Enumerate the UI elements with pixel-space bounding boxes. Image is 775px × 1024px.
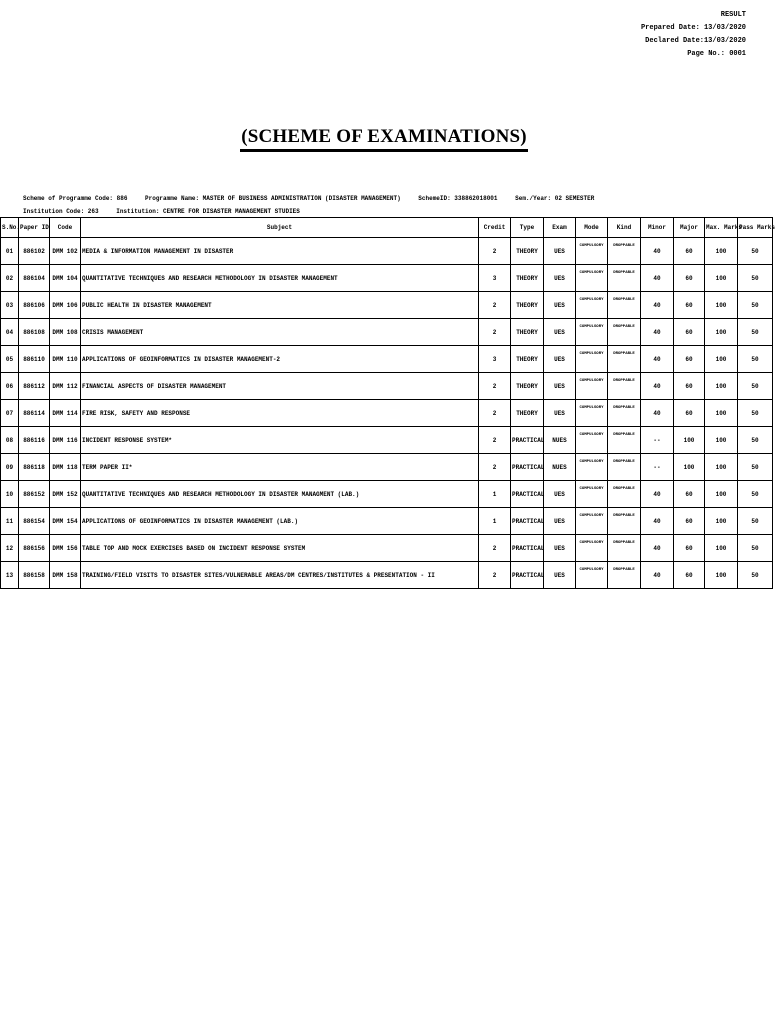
table-header-row bbox=[1, 218, 773, 238]
mode-cell: COMPULSORY bbox=[576, 292, 608, 319]
mode-cell: COMPULSORY bbox=[576, 508, 608, 535]
max-marks-cell: 100 bbox=[705, 562, 738, 589]
paper-id-cell: 886102 bbox=[19, 238, 50, 265]
kind-cell: DROPPABLE bbox=[608, 481, 641, 508]
subject-cell: APPLICATIONS OF GEOINFORMATICS IN DISASTER MANAGEMENT-2 bbox=[81, 346, 479, 373]
subject-cell: APPLICATIONS OF GEOINFORMATICS IN DISASTER MANAGEMENT (LAB.) bbox=[81, 508, 479, 535]
minor-cell: -- bbox=[641, 427, 674, 454]
pass-marks-cell: 50 bbox=[738, 454, 773, 481]
mode-cell: COMPULSORY bbox=[576, 238, 608, 265]
scheme-table bbox=[0, 217, 773, 589]
type-cell: THEORY bbox=[511, 238, 544, 265]
kind-cell: DROPPABLE bbox=[608, 319, 641, 346]
credit-cell: 2 bbox=[479, 562, 511, 589]
exam-cell: UES bbox=[544, 508, 576, 535]
sno-cell: 03 bbox=[1, 292, 19, 319]
credit-cell: 2 bbox=[479, 292, 511, 319]
mode-cell: COMPULSORY bbox=[576, 346, 608, 373]
subject-cell: TABLE TOP AND MOCK EXERCISES BASED ON INCIDENT RESPONSE SYSTEM bbox=[81, 535, 479, 562]
type-cell: PRACTICAL bbox=[511, 508, 544, 535]
credit-cell: 2 bbox=[479, 427, 511, 454]
institution-code: Institution Code: 263 bbox=[23, 208, 99, 215]
minor-cell: 40 bbox=[641, 535, 674, 562]
mode-cell: COMPULSORY bbox=[576, 400, 608, 427]
minor-cell: 40 bbox=[641, 346, 674, 373]
table-row bbox=[1, 481, 773, 508]
subject-cell: QUANTITATIVE TECHNIQUES AND RESEARCH METHODOLOGY IN DISASTER MANAGEMENT bbox=[81, 265, 479, 292]
exam-cell: UES bbox=[544, 265, 576, 292]
sno-cell: 05 bbox=[1, 346, 19, 373]
declared-date: Declared Date:13/03/2020 bbox=[645, 37, 746, 45]
subject-cell: FIRE RISK, SAFETY AND RESPONSE bbox=[81, 400, 479, 427]
paper-id-cell: 886152 bbox=[19, 481, 50, 508]
sem-year: Sem./Year: 02 SEMESTER bbox=[515, 195, 595, 202]
type-cell: THEORY bbox=[511, 319, 544, 346]
col-major: Major bbox=[674, 218, 705, 238]
sno-cell: 06 bbox=[1, 373, 19, 400]
pass-marks-cell: 50 bbox=[738, 508, 773, 535]
subject-cell: PUBLIC HEALTH IN DISASTER MANAGEMENT bbox=[81, 292, 479, 319]
mode-cell: COMPULSORY bbox=[576, 265, 608, 292]
exam-cell: UES bbox=[544, 535, 576, 562]
table-row bbox=[1, 400, 773, 427]
sno-cell: 10 bbox=[1, 481, 19, 508]
minor-cell: 40 bbox=[641, 319, 674, 346]
max-marks-cell: 100 bbox=[705, 427, 738, 454]
minor-cell: 40 bbox=[641, 400, 674, 427]
exam-cell: UES bbox=[544, 292, 576, 319]
sno-cell: 11 bbox=[1, 508, 19, 535]
type-cell: THEORY bbox=[511, 265, 544, 292]
code-cell: DMM 156 bbox=[50, 535, 81, 562]
paper-id-cell: 886116 bbox=[19, 427, 50, 454]
exam-cell: UES bbox=[544, 319, 576, 346]
credit-cell: 1 bbox=[479, 508, 511, 535]
kind-cell: DROPPABLE bbox=[608, 562, 641, 589]
code-cell: DMM 106 bbox=[50, 292, 81, 319]
credit-cell: 2 bbox=[479, 454, 511, 481]
col-exam: Exam bbox=[544, 218, 576, 238]
type-cell: THEORY bbox=[511, 346, 544, 373]
major-cell: 60 bbox=[674, 373, 705, 400]
kind-cell: DROPPABLE bbox=[608, 292, 641, 319]
credit-cell: 2 bbox=[479, 400, 511, 427]
max-marks-cell: 100 bbox=[705, 508, 738, 535]
paper-id-cell: 886108 bbox=[19, 319, 50, 346]
prepared-date: Prepared Date: 13/03/2020 bbox=[640, 24, 746, 32]
sno-cell: 09 bbox=[1, 454, 19, 481]
result-header bbox=[641, 9, 746, 61]
max-marks-cell: 100 bbox=[705, 292, 738, 319]
programme-name: Programme Name: MASTER OF BUSINESS ADMINISTRATION (DISASTER MANAGEMENT) bbox=[145, 195, 401, 202]
exam-cell: UES bbox=[544, 346, 576, 373]
major-cell: 60 bbox=[674, 535, 705, 562]
subject-cell: INCIDENT RESPONSE SYSTEM* bbox=[81, 427, 479, 454]
type-cell: PRACTICAL bbox=[511, 535, 544, 562]
paper-id-cell: 886154 bbox=[19, 508, 50, 535]
major-cell: 60 bbox=[674, 319, 705, 346]
type-cell: THEORY bbox=[511, 292, 544, 319]
mode-cell: COMPULSORY bbox=[576, 454, 608, 481]
sno-cell: 08 bbox=[1, 427, 19, 454]
page-number: Page No.: 0001 bbox=[687, 50, 746, 58]
credit-cell: 2 bbox=[479, 319, 511, 346]
institution-name: Institution: CENTRE FOR DISASTER MANAGEMENT STUDIES bbox=[116, 208, 300, 215]
code-cell: DMM 110 bbox=[50, 346, 81, 373]
institution-info bbox=[23, 208, 314, 215]
col-type: Type bbox=[511, 218, 544, 238]
code-cell: DMM 114 bbox=[50, 400, 81, 427]
pass-marks-cell: 50 bbox=[738, 535, 773, 562]
kind-cell: DROPPABLE bbox=[608, 427, 641, 454]
minor-cell: 40 bbox=[641, 508, 674, 535]
sno-cell: 13 bbox=[1, 562, 19, 589]
subject-cell: TERM PAPER II* bbox=[81, 454, 479, 481]
table-row bbox=[1, 535, 773, 562]
pass-marks-cell: 50 bbox=[738, 400, 773, 427]
pass-marks-cell: 50 bbox=[738, 481, 773, 508]
col-minor: Minor bbox=[641, 218, 674, 238]
type-cell: PRACTICAL bbox=[511, 454, 544, 481]
exam-cell: UES bbox=[544, 373, 576, 400]
kind-cell: DROPPABLE bbox=[608, 265, 641, 292]
programme-info bbox=[23, 195, 608, 202]
code-cell: DMM 152 bbox=[50, 481, 81, 508]
credit-cell: 3 bbox=[479, 265, 511, 292]
subject-cell: QUANTITATIVE TECHNIQUES AND RESEARCH METHODOLOGY IN DISASTER MANAGMENT (LAB.) bbox=[81, 481, 479, 508]
pass-marks-cell: 50 bbox=[738, 265, 773, 292]
mode-cell: COMPULSORY bbox=[576, 535, 608, 562]
scheme-id: SchemeID: 338862018001 bbox=[418, 195, 498, 202]
major-cell: 60 bbox=[674, 562, 705, 589]
major-cell: 100 bbox=[674, 454, 705, 481]
major-cell: 60 bbox=[674, 265, 705, 292]
code-cell: DMM 116 bbox=[50, 427, 81, 454]
credit-cell: 3 bbox=[479, 346, 511, 373]
code-cell: DMM 102 bbox=[50, 238, 81, 265]
mode-cell: COMPULSORY bbox=[576, 562, 608, 589]
kind-cell: DROPPABLE bbox=[608, 346, 641, 373]
table-row bbox=[1, 292, 773, 319]
sno-cell: 01 bbox=[1, 238, 19, 265]
exam-cell: UES bbox=[544, 481, 576, 508]
col-subject: Subject bbox=[81, 218, 479, 238]
max-marks-cell: 100 bbox=[705, 373, 738, 400]
minor-cell: 40 bbox=[641, 481, 674, 508]
major-cell: 60 bbox=[674, 238, 705, 265]
paper-id-cell: 886118 bbox=[19, 454, 50, 481]
col-max-marks: Max. Marks bbox=[705, 218, 738, 238]
minor-cell: 40 bbox=[641, 373, 674, 400]
subject-cell: FINANCIAL ASPECTS OF DISASTER MANAGEMENT bbox=[81, 373, 479, 400]
mode-cell: COMPULSORY bbox=[576, 319, 608, 346]
max-marks-cell: 100 bbox=[705, 454, 738, 481]
max-marks-cell: 100 bbox=[705, 535, 738, 562]
col-code: Code bbox=[50, 218, 81, 238]
col-kind: Kind bbox=[608, 218, 641, 238]
code-cell: DMM 108 bbox=[50, 319, 81, 346]
code-cell: DMM 118 bbox=[50, 454, 81, 481]
code-cell: DMM 158 bbox=[50, 562, 81, 589]
type-cell: THEORY bbox=[511, 400, 544, 427]
programme-code: Scheme of Programme Code: 886 bbox=[23, 195, 128, 202]
mode-cell: COMPULSORY bbox=[576, 481, 608, 508]
max-marks-cell: 100 bbox=[705, 346, 738, 373]
type-cell: PRACTICAL bbox=[511, 481, 544, 508]
paper-id-cell: 886112 bbox=[19, 373, 50, 400]
col-sno: S.No. bbox=[1, 218, 19, 238]
table-row bbox=[1, 319, 773, 346]
subject-cell: TRAINING/FIELD VISITS TO DISASTER SITES/VULNERABLE AREAS/DM CENTRES/INSTITUTES & PRESENTATION - II bbox=[81, 562, 479, 589]
exam-cell: UES bbox=[544, 562, 576, 589]
mode-cell: COMPULSORY bbox=[576, 373, 608, 400]
table-row bbox=[1, 346, 773, 373]
exam-cell: UES bbox=[544, 238, 576, 265]
pass-marks-cell: 50 bbox=[738, 427, 773, 454]
major-cell: 60 bbox=[674, 400, 705, 427]
pass-marks-cell: 50 bbox=[738, 562, 773, 589]
code-cell: DMM 104 bbox=[50, 265, 81, 292]
paper-id-cell: 886158 bbox=[19, 562, 50, 589]
major-cell: 60 bbox=[674, 346, 705, 373]
table-row bbox=[1, 508, 773, 535]
kind-cell: DROPPABLE bbox=[608, 535, 641, 562]
table-row bbox=[1, 238, 773, 265]
mode-cell: COMPULSORY bbox=[576, 427, 608, 454]
major-cell: 60 bbox=[674, 508, 705, 535]
code-cell: DMM 154 bbox=[50, 508, 81, 535]
max-marks-cell: 100 bbox=[705, 481, 738, 508]
minor-cell: -- bbox=[641, 454, 674, 481]
pass-marks-cell: 50 bbox=[738, 373, 773, 400]
paper-id-cell: 886156 bbox=[19, 535, 50, 562]
exam-cell: UES bbox=[544, 400, 576, 427]
max-marks-cell: 100 bbox=[705, 400, 738, 427]
col-mode: Mode bbox=[576, 218, 608, 238]
table-body bbox=[1, 238, 773, 589]
credit-cell: 2 bbox=[479, 238, 511, 265]
pass-marks-cell: 50 bbox=[738, 319, 773, 346]
exam-cell: NUES bbox=[544, 454, 576, 481]
col-credit: Credit bbox=[479, 218, 511, 238]
type-cell: PRACTICAL bbox=[511, 427, 544, 454]
sno-cell: 07 bbox=[1, 400, 19, 427]
type-cell: THEORY bbox=[511, 373, 544, 400]
table-row bbox=[1, 562, 773, 589]
pass-marks-cell: 50 bbox=[738, 292, 773, 319]
paper-id-cell: 886104 bbox=[19, 265, 50, 292]
page-title-wrap bbox=[0, 126, 768, 152]
major-cell: 60 bbox=[674, 292, 705, 319]
minor-cell: 40 bbox=[641, 292, 674, 319]
sno-cell: 02 bbox=[1, 265, 19, 292]
minor-cell: 40 bbox=[641, 238, 674, 265]
type-cell: PRACTICAL bbox=[511, 562, 544, 589]
subject-cell: MEDIA & INFORMATION MANAGEMENT IN DISASTER bbox=[81, 238, 479, 265]
paper-id-cell: 886106 bbox=[19, 292, 50, 319]
result-label: RESULT bbox=[720, 11, 746, 19]
credit-cell: 2 bbox=[479, 373, 511, 400]
minor-cell: 40 bbox=[641, 562, 674, 589]
kind-cell: DROPPABLE bbox=[608, 373, 641, 400]
table-row bbox=[1, 454, 773, 481]
kind-cell: DROPPABLE bbox=[608, 508, 641, 535]
col-pass-marks: Pass Marks bbox=[738, 218, 773, 238]
credit-cell: 2 bbox=[479, 535, 511, 562]
major-cell: 60 bbox=[674, 481, 705, 508]
paper-id-cell: 886114 bbox=[19, 400, 50, 427]
major-cell: 100 bbox=[674, 427, 705, 454]
table-row bbox=[1, 373, 773, 400]
max-marks-cell: 100 bbox=[705, 265, 738, 292]
col-paper-id: Paper ID bbox=[19, 218, 50, 238]
max-marks-cell: 100 bbox=[705, 238, 738, 265]
kind-cell: DROPPABLE bbox=[608, 238, 641, 265]
credit-cell: 1 bbox=[479, 481, 511, 508]
pass-marks-cell: 50 bbox=[738, 346, 773, 373]
kind-cell: DROPPABLE bbox=[608, 454, 641, 481]
table-row bbox=[1, 427, 773, 454]
table-row bbox=[1, 265, 773, 292]
minor-cell: 40 bbox=[641, 265, 674, 292]
kind-cell: DROPPABLE bbox=[608, 400, 641, 427]
pass-marks-cell: 50 bbox=[738, 238, 773, 265]
exam-cell: NUES bbox=[544, 427, 576, 454]
max-marks-cell: 100 bbox=[705, 319, 738, 346]
sno-cell: 12 bbox=[1, 535, 19, 562]
subject-cell: CRISIS MANAGEMENT bbox=[81, 319, 479, 346]
paper-id-cell: 886110 bbox=[19, 346, 50, 373]
code-cell: DMM 112 bbox=[50, 373, 81, 400]
sno-cell: 04 bbox=[1, 319, 19, 346]
page-title: (SCHEME OF EXAMINATIONS) bbox=[240, 126, 528, 152]
